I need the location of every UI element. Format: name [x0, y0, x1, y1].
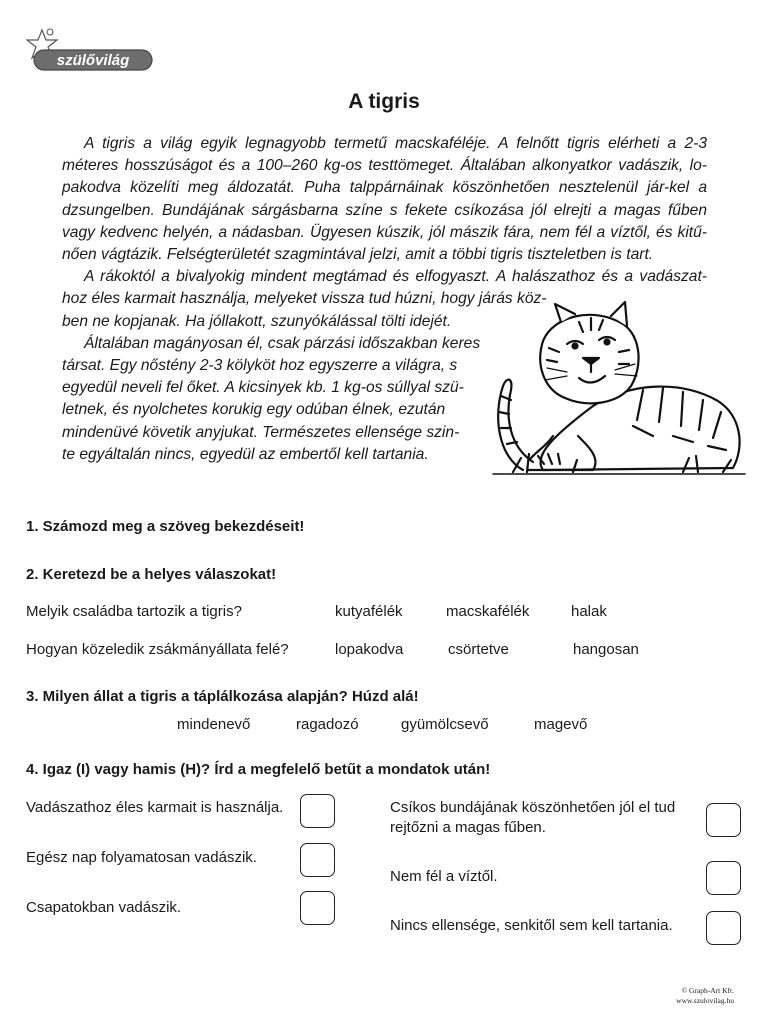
q4-answer-box[interactable] — [706, 803, 741, 837]
story-line: nően vágtázik. Felségterületét szagmintával jelzi, amit a többi tigris tiszteletben is tart. — [62, 246, 654, 264]
q2-question-1: Melyik családba tartozik a tigris? — [26, 603, 242, 620]
q4-answer-box[interactable] — [706, 861, 741, 895]
q4-answer-box[interactable] — [300, 794, 335, 828]
question-1-title: 1. Számozd meg a szöveg bekezdéseit! — [26, 518, 305, 535]
q2-option[interactable]: macskafélék — [446, 603, 530, 620]
q4-statement: rejtőzni a magas fűben. — [390, 819, 546, 836]
story-line: egyedül neveli fel őket. A kicsinyek kb. 1 kg-os súllyal szü- — [62, 379, 464, 397]
question-3-title: 3. Milyen állat a tigris a táplálkozása alapján? Húzd alá! — [26, 688, 419, 705]
copyright-text: © Graph-Art Kft. — [681, 986, 734, 995]
q4-statement: Csíkos bundájának köszönhetően jól el tud — [390, 799, 676, 816]
story-line: A rákoktól a bivalyokig mindent megtámad és elfogyaszt. A halászathoz és a vadászat- — [84, 268, 707, 286]
story-line: te egyáltalán nincs, egyedül az embertől kell tartania. — [62, 445, 429, 463]
story-line: hoz éles karmait használja, melyeket vissza tud húzni, hogy járás köz- — [62, 290, 547, 308]
q4-answer-box[interactable] — [300, 891, 335, 925]
website-text: www.szulovilag.hu — [676, 996, 734, 1005]
q3-option[interactable]: mindenevő — [177, 716, 251, 733]
q2-question-2: Hogyan közeledik zsákmányállata felé? — [26, 641, 289, 658]
story-line: pakodva közelíti meg áldozatát. Puha talppárnáinak köszönhetően nesztelenül jár-kel a — [62, 179, 707, 197]
story-line: vagy kedvenc helyén, a nádasban. Ügyesen kúszik, jól mászik fára, nem fél a víztől, és kitű- — [62, 223, 707, 241]
story-line: mindenüvé követik anyjukat. Természetes ellensége szin- — [62, 423, 460, 441]
copyright-footer — [676, 986, 734, 1006]
story-line: méteres hosszúságot és a 100–260 kg-os testtömeget. Általában alkonyatkor vadászik, lo- — [62, 157, 707, 175]
page-title: A tigris — [348, 90, 420, 113]
q2-option[interactable]: kutyafélék — [335, 603, 403, 620]
q4-statement: Egész nap folyamatosan vadászik. — [26, 849, 257, 866]
story-line: letnek, és nyolchetes korukig egy odúban élnek, ezután — [62, 401, 446, 419]
q2-option[interactable]: lopakodva — [335, 641, 404, 658]
q4-statement: Nem fél a víztől. — [390, 868, 498, 885]
q4-answer-box[interactable] — [706, 911, 741, 945]
q4-statement: Csapatokban vadászik. — [26, 899, 182, 916]
story-line: A tigris a világ egyik legnagyobb termetű macskaféléje. A felnőtt tigris elérheti a 2-3 — [84, 135, 707, 152]
q3-option[interactable]: gyümölcsevő — [401, 716, 489, 733]
story-line: dzsungelben. Bundájának sárgásbarna színe s fekete csíkozása jól elrejti a magas fűben — [62, 201, 707, 219]
question-4-title: 4. Igaz (I) vagy hamis (H)? Írd a megfelelő betűt a mondatok után! — [26, 761, 491, 778]
question-2-title: 2. Keretezd be a helyes válaszokat! — [26, 566, 277, 583]
story-line: Általában magányosan él, csak párzási időszakban keres — [84, 334, 481, 352]
q2-option[interactable]: hangosan — [573, 641, 639, 658]
q2-option[interactable]: csörtetve — [448, 641, 509, 658]
q4-statement: Nincs ellensége, senkitől sem kell tartania. — [390, 917, 673, 934]
szulovilag-logo — [26, 24, 156, 74]
svg-text:szülővilág: szülővilág — [56, 52, 130, 69]
q3-option[interactable]: ragadozó — [296, 716, 359, 733]
q4-statement: Vadászathoz éles karmait is használja. — [26, 799, 284, 816]
story-line: társat. Egy nőstény 2-3 kölyköt hoz egyszerre a világra, s — [62, 357, 458, 375]
q4-answer-box[interactable] — [300, 843, 335, 877]
q2-option[interactable]: halak — [571, 603, 607, 620]
tiger-illustration — [483, 286, 753, 486]
story-line: ben ne kopjanak. Ha jóllakott, szunyókálással tölti idejét. — [62, 312, 452, 330]
q3-option[interactable]: magevő — [534, 716, 588, 733]
